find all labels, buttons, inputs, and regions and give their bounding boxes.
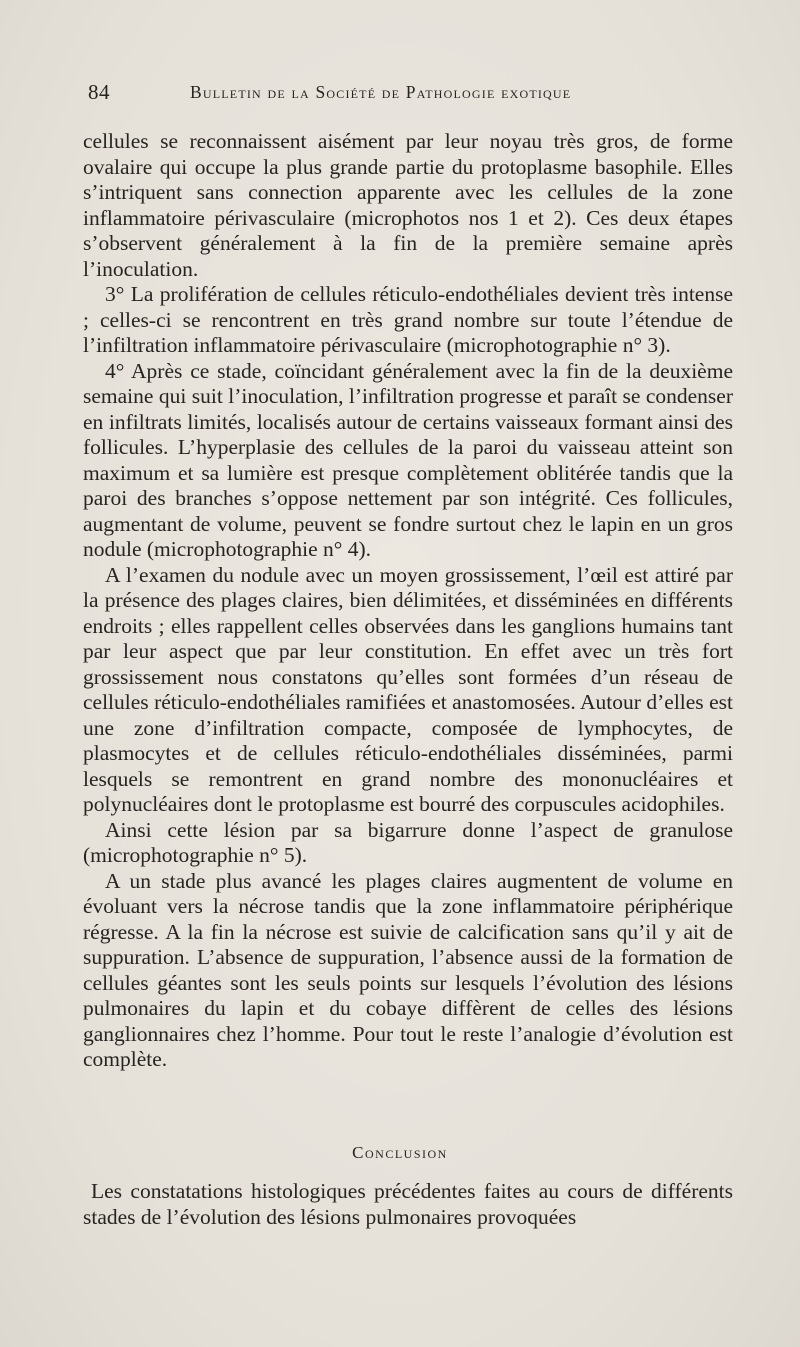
page-header (86, 80, 726, 112)
paragraph-granulose: Ainsi cette lésion par sa bigarrure donne l’aspect de granulose (microphotographie n° 5). (83, 817, 733, 867)
conclusion-heading: Conclusion (352, 1143, 448, 1162)
paragraph-stage-3: 3° La prolifération de cellules réticulo-endothéliales devient très intense ; celles-ci se rencontrent en très grand nombre sur toute l’étendue de l’infiltration inflammatoire périvasculaire (microphotographie n° 3). (83, 282, 733, 357)
conclusion-paragraph: Les constatations histologiques précédentes faites au cours de différents stades de l’évolution des lésions pulmonaires provoquées (83, 1179, 733, 1229)
paragraph-nodule-exam: A l’examen du nodule avec un moyen grossissement, l’œil est attiré par la présence des plages claires, bien délimitées, et disséminées en différents endroits ; elles rappellent celles observées dans les ganglions humains tant par leur aspect que par leur constitution. En effet avec un très fort grossissement nous constatons qu’elles sont formées d’un réseau de cellules réticulo-endothéliales ramifiées et anastomosées. Autour d’elles est une zone d’infiltration compacte, composée de lymphocytes, de plasmocytes et de cellules réticulo-endothéliales disséminées, parmi lesquels se remontrent en grand nombre des mononucléaires et polynucléaires dont le protoplasme est bourré des corpuscules acidophiles. (83, 562, 733, 816)
page-number: 84 (88, 80, 110, 104)
paragraph-continuation: cellules se reconnaissent aisément par leur noyau très gros, de forme ovalaire qui occupe la plus grande partie du protoplasme basophile. Elles s’intriquent sans connection apparente avec les cellules de la zone inflammatoire périvasculaire (microphotos nos 1 et 2). Ces deux étapes s’observent généralement à la fin de la première semaine après l’inoculation. (83, 129, 733, 281)
conclusion-text (83, 1178, 733, 1230)
paragraph-advanced-stage: A un stade plus avancé les plages claires augmentent de volume en évoluant vers la nécrose tandis que la zone inflammatoire périphérique régresse. A la fin la nécrose est suivie de calcification sans qu’il y ait de suppuration. L’absence de suppuration, l’absence aussi de la formation de cellules géantes sont les seuls points sur lesquels l’évolution des lésions pulmonaires du lapin et du cobaye diffèrent de celles des lésions ganglionnaires chez l’homme. Pour tout le reste l’analogie d’évolution est complète. (83, 868, 733, 1071)
paragraph-stage-4: 4° Après ce stade, coïncidant généralement avec la fin de la deuxième semaine qui suit l’inoculation, l’infiltration progresse et paraît se condenser en infiltrats limités, localisés autour de certains vaisseaux formant ainsi des follicules. L’hyperplasie des cellules de la paroi du vaisseau atteint son maximum et sa lumière est presque complètement oblitérée tandis que la paroi des branches s’oppose nettement par son intégrité. Ces follicules, augmentant de volume, peuvent se fondre surtout chez le lapin en un gros nodule (microphotographie n° 4). (83, 358, 733, 561)
body-text (83, 129, 733, 1073)
running-title: Bulletin de la Société de Pathologie exotique (190, 82, 572, 102)
